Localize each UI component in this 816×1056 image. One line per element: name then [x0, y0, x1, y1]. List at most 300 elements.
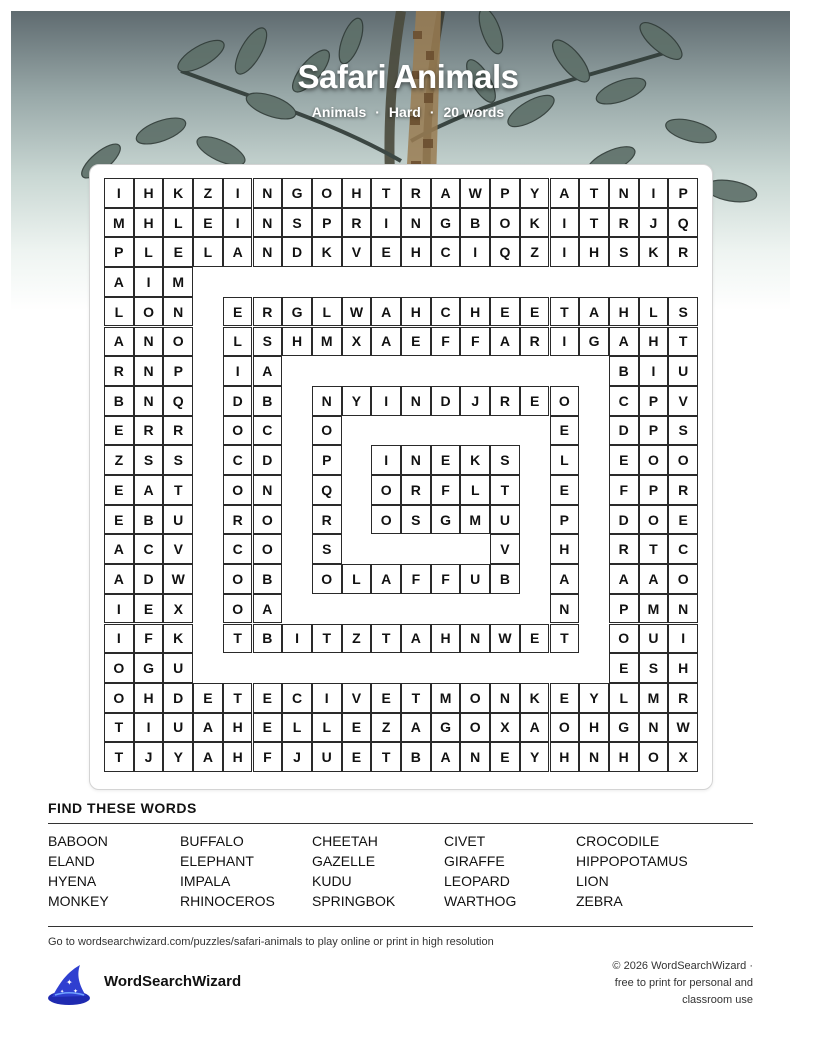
- grid-cell[interactable]: D: [134, 564, 164, 594]
- grid-cell[interactable]: S: [163, 445, 193, 475]
- grid-cell[interactable]: P: [639, 475, 669, 505]
- grid-cell[interactable]: O: [104, 653, 134, 683]
- grid-cell[interactable]: W: [460, 178, 490, 208]
- grid-cell[interactable]: Z: [520, 237, 550, 267]
- grid-cell[interactable]: N: [253, 178, 283, 208]
- grid-cell[interactable]: O: [550, 386, 580, 416]
- grid-cell[interactable]: I: [223, 178, 253, 208]
- grid-cell[interactable]: Q: [490, 237, 520, 267]
- grid-cell[interactable]: S: [312, 534, 342, 564]
- grid-cell[interactable]: E: [520, 624, 550, 654]
- grid-cell[interactable]: E: [253, 713, 283, 743]
- grid-cell[interactable]: E: [520, 386, 550, 416]
- grid-cell[interactable]: V: [163, 534, 193, 564]
- grid-cell[interactable]: Y: [163, 742, 193, 772]
- grid-cell[interactable]: H: [639, 327, 669, 357]
- grid-cell[interactable]: P: [490, 178, 520, 208]
- grid-cell[interactable]: P: [668, 178, 698, 208]
- grid-cell[interactable]: I: [223, 356, 253, 386]
- grid-cell[interactable]: O: [312, 178, 342, 208]
- grid-cell[interactable]: Q: [312, 475, 342, 505]
- grid-cell[interactable]: O: [668, 564, 698, 594]
- grid-cell[interactable]: T: [104, 742, 134, 772]
- grid-cell[interactable]: E: [609, 653, 639, 683]
- grid-cell[interactable]: H: [550, 534, 580, 564]
- grid-cell[interactable]: N: [134, 327, 164, 357]
- grid-cell[interactable]: R: [401, 178, 431, 208]
- grid-cell[interactable]: B: [253, 624, 283, 654]
- grid-cell[interactable]: X: [163, 594, 193, 624]
- grid-cell[interactable]: O: [223, 475, 253, 505]
- grid-cell[interactable]: H: [134, 178, 164, 208]
- grid-cell[interactable]: P: [639, 416, 669, 446]
- grid-cell[interactable]: K: [312, 237, 342, 267]
- grid-cell[interactable]: R: [668, 683, 698, 713]
- grid-cell[interactable]: N: [639, 713, 669, 743]
- grid-cell[interactable]: M: [312, 327, 342, 357]
- grid-cell[interactable]: E: [104, 475, 134, 505]
- grid-cell[interactable]: A: [520, 713, 550, 743]
- grid-cell[interactable]: F: [431, 564, 461, 594]
- grid-cell[interactable]: H: [431, 624, 461, 654]
- grid-cell[interactable]: T: [668, 327, 698, 357]
- grid-cell[interactable]: R: [163, 416, 193, 446]
- grid-cell[interactable]: Y: [579, 683, 609, 713]
- grid-cell[interactable]: W: [668, 713, 698, 743]
- grid-cell[interactable]: H: [401, 237, 431, 267]
- grid-cell[interactable]: A: [490, 327, 520, 357]
- grid-cell[interactable]: T: [550, 624, 580, 654]
- grid-cell[interactable]: R: [223, 505, 253, 535]
- grid-cell[interactable]: T: [579, 178, 609, 208]
- grid-cell[interactable]: Y: [520, 742, 550, 772]
- grid-cell[interactable]: E: [104, 416, 134, 446]
- grid-cell[interactable]: E: [253, 683, 283, 713]
- grid-cell[interactable]: A: [104, 267, 134, 297]
- grid-cell[interactable]: B: [253, 386, 283, 416]
- grid-cell[interactable]: A: [193, 742, 223, 772]
- grid-cell[interactable]: O: [460, 683, 490, 713]
- grid-cell[interactable]: U: [490, 505, 520, 535]
- grid-cell[interactable]: T: [371, 742, 401, 772]
- grid-cell[interactable]: H: [609, 297, 639, 327]
- grid-cell[interactable]: R: [668, 475, 698, 505]
- grid-cell[interactable]: G: [431, 208, 461, 238]
- grid-cell[interactable]: I: [312, 683, 342, 713]
- grid-cell[interactable]: N: [134, 386, 164, 416]
- grid-cell[interactable]: R: [490, 386, 520, 416]
- grid-cell[interactable]: D: [431, 386, 461, 416]
- grid-cell[interactable]: N: [401, 208, 431, 238]
- grid-cell[interactable]: T: [104, 713, 134, 743]
- grid-cell[interactable]: P: [312, 445, 342, 475]
- grid-cell[interactable]: L: [639, 297, 669, 327]
- grid-cell[interactable]: Y: [342, 386, 372, 416]
- grid-cell[interactable]: R: [342, 208, 372, 238]
- grid-cell[interactable]: P: [550, 505, 580, 535]
- grid-cell[interactable]: E: [342, 713, 372, 743]
- letter-grid[interactable]: [104, 178, 698, 772]
- grid-cell[interactable]: A: [253, 594, 283, 624]
- grid-cell[interactable]: E: [134, 594, 164, 624]
- grid-cell[interactable]: E: [401, 327, 431, 357]
- grid-cell[interactable]: G: [579, 327, 609, 357]
- grid-cell[interactable]: Z: [342, 624, 372, 654]
- grid-cell[interactable]: B: [134, 505, 164, 535]
- grid-cell[interactable]: M: [431, 683, 461, 713]
- grid-cell[interactable]: E: [193, 683, 223, 713]
- grid-cell[interactable]: A: [609, 327, 639, 357]
- grid-cell[interactable]: O: [668, 445, 698, 475]
- grid-cell[interactable]: I: [460, 237, 490, 267]
- grid-cell[interactable]: W: [163, 564, 193, 594]
- grid-cell[interactable]: A: [134, 475, 164, 505]
- grid-cell[interactable]: A: [104, 534, 134, 564]
- grid-cell[interactable]: O: [460, 713, 490, 743]
- grid-cell[interactable]: A: [550, 564, 580, 594]
- grid-cell[interactable]: A: [371, 297, 401, 327]
- grid-cell[interactable]: L: [342, 564, 372, 594]
- grid-cell[interactable]: S: [134, 445, 164, 475]
- grid-cell[interactable]: O: [371, 505, 401, 535]
- grid-cell[interactable]: C: [668, 534, 698, 564]
- grid-cell[interactable]: Q: [163, 386, 193, 416]
- grid-cell[interactable]: I: [371, 208, 401, 238]
- grid-cell[interactable]: L: [282, 713, 312, 743]
- grid-cell[interactable]: H: [579, 713, 609, 743]
- grid-cell[interactable]: H: [609, 742, 639, 772]
- grid-cell[interactable]: X: [490, 713, 520, 743]
- grid-cell[interactable]: A: [431, 742, 461, 772]
- grid-cell[interactable]: M: [639, 594, 669, 624]
- grid-cell[interactable]: F: [431, 327, 461, 357]
- grid-cell[interactable]: G: [431, 505, 461, 535]
- grid-cell[interactable]: T: [490, 475, 520, 505]
- grid-cell[interactable]: L: [609, 683, 639, 713]
- grid-cell[interactable]: I: [371, 386, 401, 416]
- grid-cell[interactable]: F: [609, 475, 639, 505]
- grid-cell[interactable]: R: [312, 505, 342, 535]
- grid-cell[interactable]: Q: [668, 208, 698, 238]
- grid-cell[interactable]: W: [342, 297, 372, 327]
- grid-cell[interactable]: T: [223, 683, 253, 713]
- grid-cell[interactable]: N: [163, 297, 193, 327]
- grid-cell[interactable]: T: [223, 624, 253, 654]
- grid-cell[interactable]: H: [282, 327, 312, 357]
- grid-cell[interactable]: O: [371, 475, 401, 505]
- grid-cell[interactable]: K: [639, 237, 669, 267]
- grid-cell[interactable]: M: [460, 505, 490, 535]
- grid-cell[interactable]: O: [223, 564, 253, 594]
- grid-cell[interactable]: E: [342, 742, 372, 772]
- grid-cell[interactable]: A: [639, 564, 669, 594]
- grid-cell[interactable]: X: [342, 327, 372, 357]
- grid-cell[interactable]: O: [253, 505, 283, 535]
- grid-cell[interactable]: N: [401, 445, 431, 475]
- grid-cell[interactable]: R: [401, 475, 431, 505]
- grid-cell[interactable]: O: [490, 208, 520, 238]
- grid-cell[interactable]: O: [104, 683, 134, 713]
- grid-cell[interactable]: P: [609, 594, 639, 624]
- grid-cell[interactable]: C: [134, 534, 164, 564]
- grid-cell[interactable]: C: [223, 534, 253, 564]
- grid-cell[interactable]: N: [550, 594, 580, 624]
- grid-cell[interactable]: C: [253, 416, 283, 446]
- grid-cell[interactable]: E: [668, 505, 698, 535]
- grid-cell[interactable]: E: [520, 297, 550, 327]
- grid-cell[interactable]: R: [609, 208, 639, 238]
- grid-cell[interactable]: G: [134, 653, 164, 683]
- grid-cell[interactable]: E: [193, 208, 223, 238]
- grid-cell[interactable]: P: [104, 237, 134, 267]
- grid-cell[interactable]: E: [490, 297, 520, 327]
- grid-cell[interactable]: F: [401, 564, 431, 594]
- grid-cell[interactable]: E: [371, 683, 401, 713]
- grid-cell[interactable]: K: [163, 624, 193, 654]
- grid-cell[interactable]: E: [163, 237, 193, 267]
- grid-cell[interactable]: L: [460, 475, 490, 505]
- grid-cell[interactable]: J: [639, 208, 669, 238]
- grid-cell[interactable]: O: [134, 297, 164, 327]
- grid-cell[interactable]: E: [490, 742, 520, 772]
- grid-cell[interactable]: K: [520, 208, 550, 238]
- grid-cell[interactable]: L: [312, 713, 342, 743]
- grid-cell[interactable]: A: [223, 237, 253, 267]
- grid-cell[interactable]: A: [431, 178, 461, 208]
- grid-cell[interactable]: O: [639, 505, 669, 535]
- grid-cell[interactable]: L: [223, 327, 253, 357]
- grid-cell[interactable]: R: [253, 297, 283, 327]
- grid-cell[interactable]: S: [253, 327, 283, 357]
- grid-cell[interactable]: N: [253, 237, 283, 267]
- grid-cell[interactable]: I: [104, 594, 134, 624]
- grid-cell[interactable]: K: [163, 178, 193, 208]
- grid-cell[interactable]: N: [134, 356, 164, 386]
- grid-cell[interactable]: E: [609, 445, 639, 475]
- grid-cell[interactable]: D: [163, 683, 193, 713]
- grid-cell[interactable]: W: [490, 624, 520, 654]
- grid-cell[interactable]: I: [668, 624, 698, 654]
- grid-cell[interactable]: E: [223, 297, 253, 327]
- grid-cell[interactable]: U: [668, 356, 698, 386]
- grid-cell[interactable]: L: [550, 445, 580, 475]
- grid-cell[interactable]: J: [134, 742, 164, 772]
- grid-cell[interactable]: N: [609, 178, 639, 208]
- grid-cell[interactable]: T: [312, 624, 342, 654]
- grid-cell[interactable]: T: [371, 624, 401, 654]
- grid-cell[interactable]: N: [490, 683, 520, 713]
- grid-cell[interactable]: L: [312, 297, 342, 327]
- grid-cell[interactable]: G: [609, 713, 639, 743]
- grid-cell[interactable]: H: [134, 683, 164, 713]
- grid-cell[interactable]: P: [163, 356, 193, 386]
- grid-cell[interactable]: F: [134, 624, 164, 654]
- grid-cell[interactable]: F: [460, 327, 490, 357]
- grid-cell[interactable]: U: [163, 713, 193, 743]
- grid-cell[interactable]: T: [401, 683, 431, 713]
- grid-cell[interactable]: E: [371, 237, 401, 267]
- grid-cell[interactable]: I: [223, 208, 253, 238]
- grid-cell[interactable]: O: [639, 445, 669, 475]
- grid-cell[interactable]: S: [282, 208, 312, 238]
- grid-cell[interactable]: D: [609, 505, 639, 535]
- grid-cell[interactable]: L: [104, 297, 134, 327]
- grid-cell[interactable]: O: [223, 594, 253, 624]
- grid-cell[interactable]: Z: [104, 445, 134, 475]
- grid-cell[interactable]: D: [223, 386, 253, 416]
- grid-cell[interactable]: R: [134, 416, 164, 446]
- grid-cell[interactable]: M: [163, 267, 193, 297]
- grid-cell[interactable]: V: [342, 237, 372, 267]
- grid-cell[interactable]: E: [550, 475, 580, 505]
- grid-cell[interactable]: Z: [193, 178, 223, 208]
- grid-cell[interactable]: A: [401, 624, 431, 654]
- grid-cell[interactable]: J: [282, 742, 312, 772]
- grid-cell[interactable]: C: [431, 297, 461, 327]
- grid-cell[interactable]: R: [609, 534, 639, 564]
- grid-cell[interactable]: B: [609, 356, 639, 386]
- grid-cell[interactable]: V: [342, 683, 372, 713]
- grid-cell[interactable]: B: [253, 564, 283, 594]
- grid-cell[interactable]: H: [550, 742, 580, 772]
- grid-cell[interactable]: Y: [520, 178, 550, 208]
- grid-cell[interactable]: I: [639, 178, 669, 208]
- grid-cell[interactable]: T: [163, 475, 193, 505]
- grid-cell[interactable]: A: [609, 564, 639, 594]
- grid-cell[interactable]: U: [312, 742, 342, 772]
- grid-cell[interactable]: L: [163, 208, 193, 238]
- grid-cell[interactable]: B: [490, 564, 520, 594]
- grid-cell[interactable]: H: [401, 297, 431, 327]
- grid-cell[interactable]: O: [550, 713, 580, 743]
- grid-cell[interactable]: O: [312, 564, 342, 594]
- grid-cell[interactable]: C: [431, 237, 461, 267]
- grid-cell[interactable]: S: [668, 297, 698, 327]
- grid-cell[interactable]: O: [253, 534, 283, 564]
- grid-cell[interactable]: U: [460, 564, 490, 594]
- grid-cell[interactable]: M: [639, 683, 669, 713]
- grid-cell[interactable]: I: [134, 713, 164, 743]
- grid-cell[interactable]: A: [104, 327, 134, 357]
- grid-cell[interactable]: I: [371, 445, 401, 475]
- grid-cell[interactable]: V: [668, 386, 698, 416]
- brand-name[interactable]: WordSearchWizard: [104, 973, 242, 990]
- grid-cell[interactable]: L: [134, 237, 164, 267]
- grid-cell[interactable]: H: [342, 178, 372, 208]
- grid-cell[interactable]: Z: [371, 713, 401, 743]
- grid-cell[interactable]: T: [371, 178, 401, 208]
- grid-cell[interactable]: I: [104, 178, 134, 208]
- grid-cell[interactable]: I: [639, 356, 669, 386]
- grid-cell[interactable]: G: [431, 713, 461, 743]
- grid-cell[interactable]: U: [163, 653, 193, 683]
- grid-cell[interactable]: T: [550, 297, 580, 327]
- grid-cell[interactable]: N: [668, 594, 698, 624]
- grid-cell[interactable]: A: [550, 178, 580, 208]
- grid-cell[interactable]: O: [312, 416, 342, 446]
- grid-cell[interactable]: L: [193, 237, 223, 267]
- grid-cell[interactable]: P: [312, 208, 342, 238]
- grid-cell[interactable]: T: [639, 534, 669, 564]
- grid-cell[interactable]: D: [253, 445, 283, 475]
- grid-cell[interactable]: N: [460, 624, 490, 654]
- grid-cell[interactable]: E: [104, 505, 134, 535]
- grid-cell[interactable]: I: [550, 237, 580, 267]
- grid-cell[interactable]: S: [668, 416, 698, 446]
- grid-cell[interactable]: H: [668, 653, 698, 683]
- grid-cell[interactable]: A: [401, 713, 431, 743]
- grid-cell[interactable]: M: [104, 208, 134, 238]
- grid-cell[interactable]: O: [223, 416, 253, 446]
- grid-cell[interactable]: A: [579, 297, 609, 327]
- grid-cell[interactable]: K: [460, 445, 490, 475]
- grid-cell[interactable]: U: [639, 624, 669, 654]
- grid-cell[interactable]: F: [431, 475, 461, 505]
- grid-cell[interactable]: H: [460, 297, 490, 327]
- grid-cell[interactable]: E: [431, 445, 461, 475]
- grid-cell[interactable]: K: [520, 683, 550, 713]
- grid-cell[interactable]: A: [253, 356, 283, 386]
- grid-cell[interactable]: N: [460, 742, 490, 772]
- grid-cell[interactable]: D: [282, 237, 312, 267]
- grid-cell[interactable]: H: [134, 208, 164, 238]
- grid-cell[interactable]: A: [104, 564, 134, 594]
- grid-cell[interactable]: P: [639, 386, 669, 416]
- grid-cell[interactable]: B: [401, 742, 431, 772]
- grid-cell[interactable]: S: [609, 237, 639, 267]
- grid-cell[interactable]: O: [609, 624, 639, 654]
- grid-cell[interactable]: C: [282, 683, 312, 713]
- grid-cell[interactable]: B: [460, 208, 490, 238]
- grid-cell[interactable]: H: [223, 742, 253, 772]
- grid-cell[interactable]: N: [401, 386, 431, 416]
- grid-cell[interactable]: O: [639, 742, 669, 772]
- grid-cell[interactable]: N: [253, 475, 283, 505]
- grid-cell[interactable]: N: [579, 742, 609, 772]
- grid-cell[interactable]: N: [312, 386, 342, 416]
- grid-cell[interactable]: R: [104, 356, 134, 386]
- grid-cell[interactable]: S: [401, 505, 431, 535]
- footer-link[interactable]: Go to wordsearchwizard.com/puzzles/safari-animals to play online or print in high resolution: [48, 936, 494, 948]
- grid-cell[interactable]: U: [163, 505, 193, 535]
- grid-cell[interactable]: I: [134, 267, 164, 297]
- grid-cell[interactable]: I: [104, 624, 134, 654]
- grid-cell[interactable]: S: [639, 653, 669, 683]
- grid-cell[interactable]: C: [223, 445, 253, 475]
- grid-cell[interactable]: S: [490, 445, 520, 475]
- grid-cell[interactable]: A: [371, 327, 401, 357]
- grid-cell[interactable]: G: [282, 178, 312, 208]
- grid-cell[interactable]: X: [668, 742, 698, 772]
- grid-cell[interactable]: I: [282, 624, 312, 654]
- grid-cell[interactable]: I: [550, 208, 580, 238]
- grid-cell[interactable]: G: [282, 297, 312, 327]
- grid-cell[interactable]: A: [371, 564, 401, 594]
- grid-cell[interactable]: I: [550, 327, 580, 357]
- grid-cell[interactable]: T: [579, 208, 609, 238]
- grid-cell[interactable]: E: [550, 683, 580, 713]
- grid-cell[interactable]: R: [668, 237, 698, 267]
- grid-cell[interactable]: F: [253, 742, 283, 772]
- grid-cell[interactable]: E: [550, 416, 580, 446]
- grid-cell[interactable]: R: [520, 327, 550, 357]
- grid-cell[interactable]: H: [579, 237, 609, 267]
- grid-cell[interactable]: J: [460, 386, 490, 416]
- grid-cell[interactable]: N: [253, 208, 283, 238]
- grid-cell[interactable]: C: [609, 386, 639, 416]
- grid-cell[interactable]: D: [609, 416, 639, 446]
- grid-cell[interactable]: H: [223, 713, 253, 743]
